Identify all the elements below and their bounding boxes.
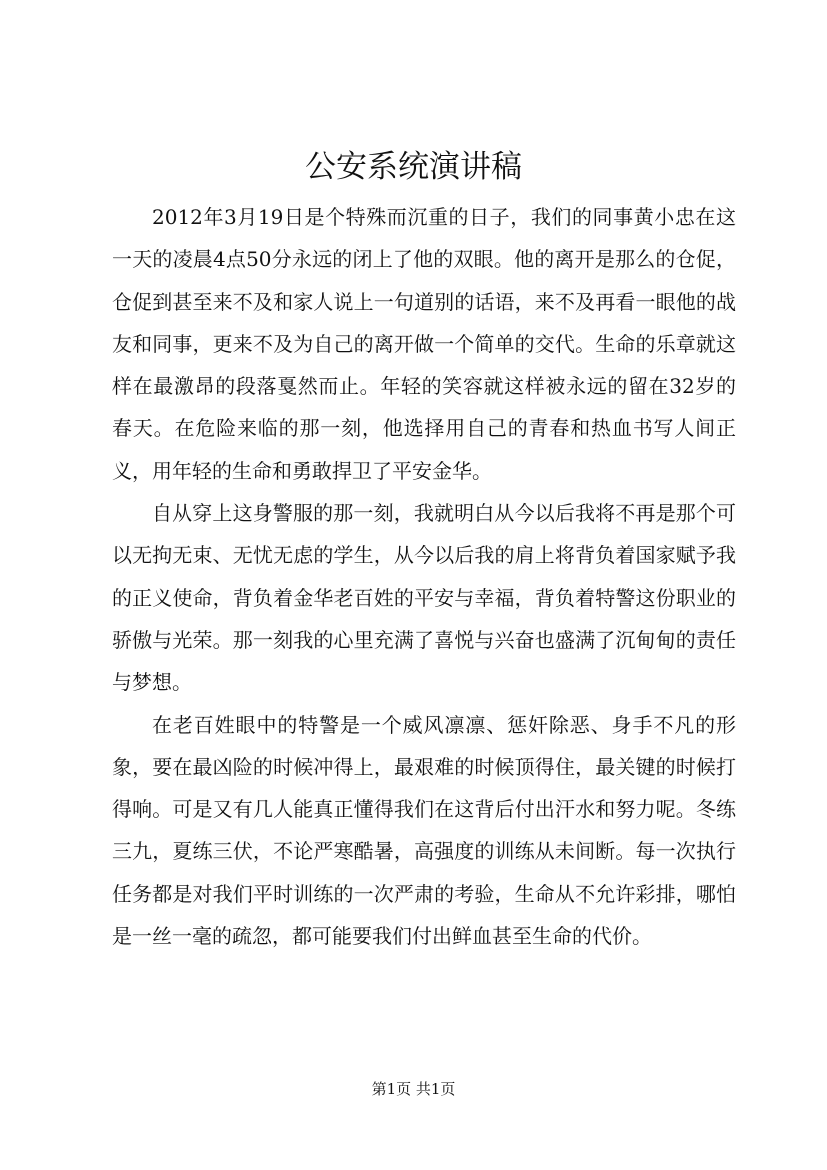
page-footer [0,1078,827,1100]
page-number-label: 第1页 共1页 [371,1080,456,1098]
paragraph-3: 在老百姓眼中的特警是一个威风凛凛、惩奸除恶、身手不凡的形象，要在最凶险的时候冲得上，最艰难的时候顶得住，最关键的时候打得响。可是又有几人能真正懂得我们在这背后付出汗水和努力呢。冬练三九，夏练三伏，不论严寒酷暑，高强度的训练从未间断。每一次执行任务都是对我们平时训练的一次严肃的考验，生命从不允许彩排，哪怕是一丝一毫的疏忽，都可能要我们付出鲜血甚至生命的代价。 [112,712,736,949]
paragraph-2: 自从穿上这身警服的那一刻，我就明白从今以后我将不再是那个可以无拘无束、无忧无虑的学生，从今以后我的肩上将背负着国家赋予我的正义使命，背负着金华老百姓的平安与幸福，背负着特警这份职业的骄傲与光荣。那一刻我的心里充满了喜悦与兴奋也盛满了沉甸甸的责任与梦想。 [112,501,736,695]
document-title: 公安系统演讲稿 [305,149,522,185]
paragraph-1: 2012年3月19日是个特殊而沉重的日子，我们的同事黄小忠在这一天的凌晨4点50分永远的闭上了他的双眼。他的离开是那么的仓促，仓促到甚至来不及和家人说上一句道别的话语，来不及再看一眼他的战友和同事，更来不及为自己的离开做一个简单的交代。生命的乐章就这样在最激昂的段落戛然而止。年轻的笑容就这样被永远的留在32岁的春天。在危险来临的那一刻，他选择用自己的青春和热血书写人间正义，用年轻的生命和勇敢捍卫了平安金华。 [112,205,736,483]
document-body [112,196,736,957]
